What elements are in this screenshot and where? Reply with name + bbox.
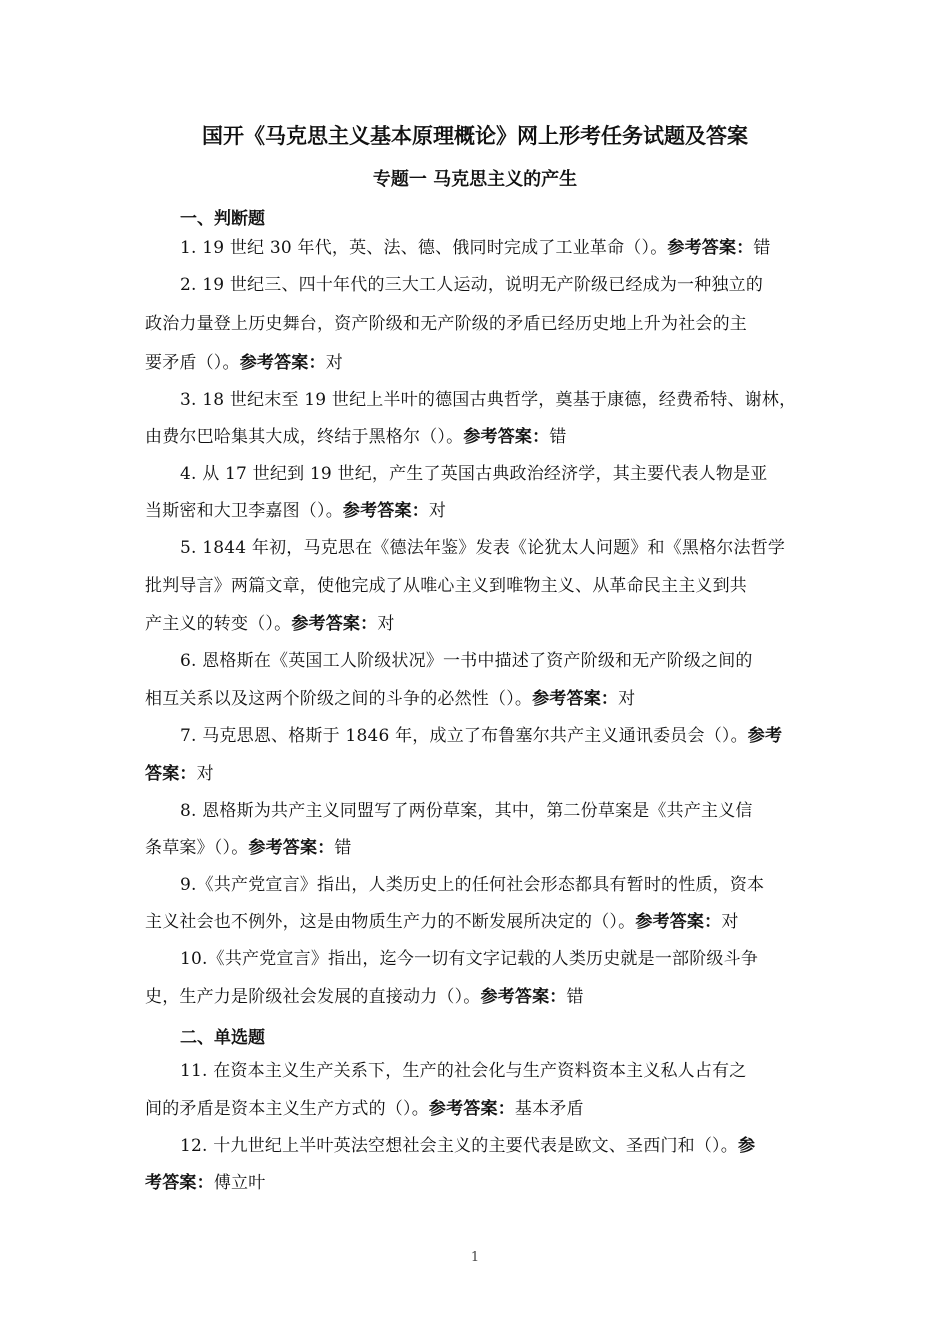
question-line: 11. 在资本主义生产关系下，生产的社会化与生产资料资本主义私人占有之 bbox=[180, 1061, 747, 1081]
section-heading-single-choice: 二、单选题 bbox=[180, 1028, 265, 1048]
answer-value: 错 bbox=[549, 427, 567, 447]
answer-value: 错 bbox=[753, 238, 771, 258]
chapter-heading: 专题一 马克思主义的产生 bbox=[372, 169, 578, 190]
answer-value: 对 bbox=[377, 614, 395, 634]
section-heading-true-false: 一、判断题 bbox=[180, 209, 265, 229]
answer-label: 参考答案： bbox=[635, 912, 722, 932]
question-line: 政治力量登上历史舞台，资产阶级和无产阶级的矛盾已经历史地上升为社会的主 bbox=[145, 314, 747, 334]
question-line: 7. 马克思恩、格斯于 1846 年，成立了布鲁塞尔共产主义通讯委员会（）。参考 bbox=[180, 726, 783, 746]
question-line: 由费尔巴哈集其大成，终结于黑格尔（）。参考答案：错 bbox=[145, 427, 567, 447]
question-line: 8. 恩格斯为共产主义同盟写了两份草案，其中，第二份草案是《共产主义信 bbox=[180, 801, 753, 821]
question-line bbox=[145, 1171, 810, 1195]
answer-label: 参考答案： bbox=[248, 838, 335, 858]
question-line: 条草案》（）。参考答案：错 bbox=[145, 838, 352, 858]
question-line: 12. 十九世纪上半叶英法空想社会主义的主要代表是欧文、圣西门和（）。参 bbox=[180, 1136, 756, 1156]
question-line: 间的矛盾是资本主义生产方式的（）。参考答案：基本矛盾 bbox=[145, 1099, 584, 1119]
answer-value: 对 bbox=[721, 912, 739, 932]
answer-value: 对 bbox=[428, 501, 447, 521]
answer-value: 傅立叶 bbox=[213, 1173, 266, 1193]
answer-label: 参考答案： bbox=[428, 1099, 515, 1119]
answer-label: 参考答案： bbox=[480, 987, 567, 1007]
page-number: 1 bbox=[470, 1250, 480, 1265]
answer-label: 参考答案： bbox=[342, 501, 429, 521]
document-title: 国开《马克思主义基本原理概论》网上形考任务试题及答案 bbox=[202, 124, 748, 148]
question-line: 批判导言》两篇文章，使他完成了从唯心主义到唯物主义、从革命民主主义到共 bbox=[145, 576, 747, 596]
question-line: 10.《共产党宣言》指出，迄今一切有文字记载的人类历史就是一部阶级斗争 bbox=[180, 949, 759, 969]
question-line: 当斯密和大卫李嘉图（）。参考答案：对 bbox=[145, 501, 447, 521]
question-line: 相互关系以及这两个阶级之间的斗争的必然性（）。参考答案：对 bbox=[145, 689, 636, 709]
answer-label: 考答案： bbox=[145, 1173, 214, 1193]
answer-value: 对 bbox=[325, 353, 343, 373]
question-line: 4. 从 17 世纪到 19 世纪，产生了英国古典政治经济学，其主要代表人物是亚 bbox=[180, 464, 768, 484]
answer-label: 参考答案： bbox=[667, 238, 754, 258]
answer-label: 答案： bbox=[145, 764, 197, 784]
answer-label: 参考答案： bbox=[463, 427, 550, 447]
answer-label: 参 bbox=[737, 1136, 756, 1156]
answer-label: 参考 bbox=[747, 726, 783, 746]
question-line: 2. 19 世纪三、四十年代的三大工人运动，说明无产阶级已经成为一种独立的 bbox=[180, 275, 764, 295]
answer-label: 参考答案： bbox=[291, 614, 378, 634]
question-line: 主义社会也不例外，这是由物质生产力的不断发展所决定的（）。参考答案：对 bbox=[145, 912, 739, 932]
question-line: 5. 1844 年初，马克思在《德法年鉴》发表《论犹太人问题》和《黑格尔法哲学 bbox=[180, 538, 786, 558]
answer-label: 参考答案： bbox=[532, 689, 619, 709]
question-line: 9.《共产党宣言》指出，人类历史上的任何社会形态都具有暂时的性质，资本 bbox=[180, 875, 765, 895]
answer-value: 对 bbox=[196, 764, 214, 784]
answer-label: 参考答案： bbox=[239, 353, 326, 373]
question-line bbox=[145, 762, 810, 786]
answer-value: 基本矛盾 bbox=[514, 1099, 584, 1119]
answer-value: 对 bbox=[618, 689, 636, 709]
question-line: 产主义的转变（）。参考答案：对 bbox=[145, 614, 395, 634]
question-line: 要矛盾（）。参考答案：对 bbox=[145, 353, 343, 373]
question-line: 1. 19 世纪 30 年代，英、法、德、俄同时完成了工业革命（）。参考答案：错 bbox=[180, 238, 771, 258]
answer-value: 错 bbox=[566, 987, 584, 1007]
question-line: 6. 恩格斯在《英国工人阶级状况》一书中描述了资产阶级和无产阶级之间的 bbox=[180, 651, 753, 671]
answer-value: 错 bbox=[334, 838, 352, 858]
question-line: 史，生产力是阶级社会发展的直接动力（）。参考答案：错 bbox=[145, 987, 584, 1007]
question-line: 3. 18 世纪末至 19 世纪上半叶的德国古典哲学，奠基于康德，经费希特、谢林， bbox=[180, 390, 797, 410]
